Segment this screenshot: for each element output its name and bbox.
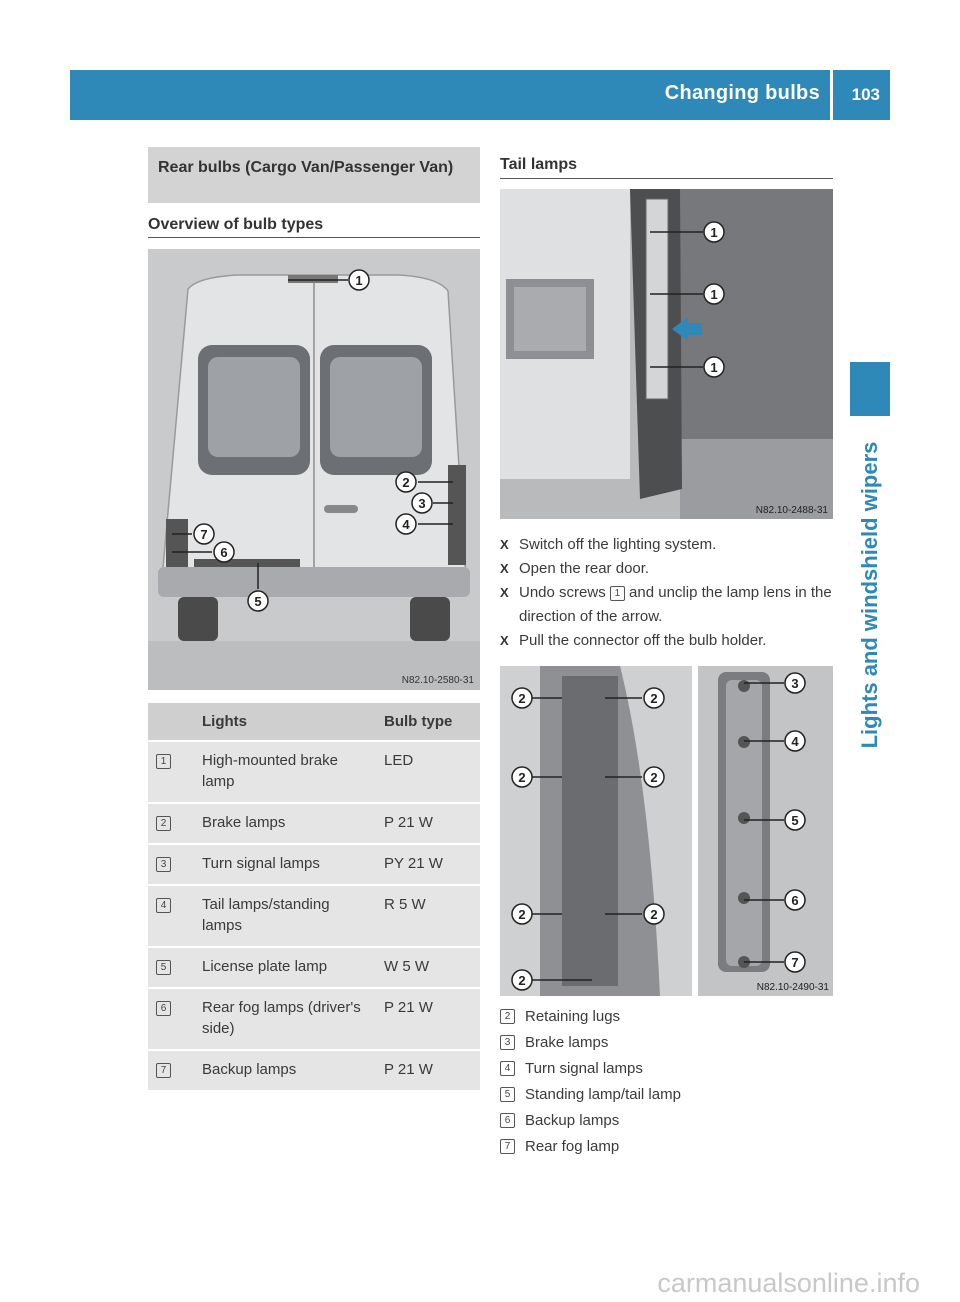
legend-text: Standing lamp/tail lamp (525, 1086, 681, 1103)
bulb-type: P 21 W (376, 988, 480, 1050)
legend-number: 6 (500, 1113, 515, 1128)
legend-number: 2 (500, 1009, 515, 1024)
callout-1: 1 (355, 273, 363, 288)
bulb-legend (500, 1004, 836, 1160)
side-tab-label: Lights and windshield wipers (857, 441, 882, 749)
legend-number: 7 (500, 1139, 515, 1154)
table-row (148, 741, 480, 803)
legend-text: Retaining lugs (525, 1008, 621, 1025)
callout-4: 4 (402, 517, 410, 532)
legend-text: Backup lamps (525, 1112, 620, 1129)
bulb-type: R 5 W (376, 885, 480, 947)
table-row (148, 988, 480, 1050)
list-item (500, 1108, 836, 1134)
step-text: Switch off the lighting system. (519, 536, 717, 553)
light-name: Brake lamps (194, 803, 376, 844)
table-row (148, 844, 480, 885)
callout-1: 1 (710, 225, 718, 240)
legend-text: Rear fog lamp (525, 1138, 620, 1155)
bulb-type: P 21 W (376, 1050, 480, 1091)
section-heading: Rear bulbs (Cargo Van/Passenger Van) (158, 159, 454, 176)
legend-number: 3 (500, 1035, 515, 1050)
table-row (148, 1050, 480, 1091)
callout-6: 6 (220, 545, 228, 560)
row-number: 4 (156, 898, 171, 913)
legend-number: 4 (500, 1061, 515, 1076)
figure-code-sockets: N82.10-2490-31 (756, 982, 829, 993)
bulb-type: LED (376, 741, 480, 803)
van-rear-photo (148, 249, 480, 690)
callout-2: 2 (518, 770, 526, 785)
callout-5: 5 (254, 594, 262, 609)
header-num (148, 703, 194, 741)
callout-2: 2 (650, 770, 658, 785)
page-number: 103 (851, 85, 880, 104)
legend-text: Turn signal lamps (525, 1060, 643, 1077)
legend-text: Brake lamps (525, 1034, 609, 1051)
step-item (500, 533, 836, 557)
light-name: Turn signal lamps (194, 844, 376, 885)
legend-number: 5 (500, 1087, 515, 1102)
step-callout: 1 (610, 586, 625, 601)
step-marker: X (500, 561, 509, 576)
callout-4: 4 (791, 734, 799, 749)
row-number: 1 (156, 754, 171, 769)
row-number: 6 (156, 1001, 171, 1016)
callout-5: 5 (791, 813, 799, 828)
step-marker: X (500, 585, 509, 600)
side-tab-marker (850, 362, 890, 416)
light-name: Tail lamps/standing lamps (194, 885, 376, 947)
callout-2: 2 (518, 907, 526, 922)
watermark-text: carmanualsonline.info (657, 1268, 920, 1298)
callout-2: 2 (518, 973, 526, 988)
list-item (500, 1004, 836, 1030)
tail-lamp-photo (500, 189, 833, 519)
table-row (148, 947, 480, 988)
light-name: Backup lamps (194, 1050, 376, 1091)
section-heading-box (148, 147, 480, 203)
light-name: High-mounted brake lamp (194, 741, 376, 803)
callout-6: 6 (791, 893, 799, 908)
figure-code-van: N82.10-2580-31 (401, 675, 474, 686)
callout-3: 3 (791, 676, 799, 691)
overview-rule (148, 237, 480, 238)
step-text-after: and unclip the lamp lens in the direction of the arrow. (519, 584, 832, 625)
overview-heading: Overview of bulb types (148, 216, 324, 233)
row-number: 5 (156, 960, 171, 975)
instruction-steps (500, 533, 836, 653)
section-title: Changing bulbs (664, 82, 820, 104)
light-name: License plate lamp (194, 947, 376, 988)
list-item (500, 1082, 836, 1108)
tail-lamps-heading: Tail lamps (500, 156, 578, 173)
callout-1: 1 (710, 287, 718, 302)
callout-2: 2 (402, 475, 410, 490)
bulb-types-table (148, 703, 480, 1092)
row-number: 2 (156, 816, 171, 831)
table-row (148, 885, 480, 947)
side-tab (850, 430, 890, 760)
bulb-type: W 5 W (376, 947, 480, 988)
bulb-type: PY 21 W (376, 844, 480, 885)
callout-7: 7 (200, 527, 208, 542)
step-text: Pull the connector off the bulb holder. (519, 632, 767, 649)
callout-2: 2 (518, 691, 526, 706)
tail-lamps-rule (500, 178, 833, 179)
bulb-holder-lugs-photo (500, 666, 692, 996)
step-marker: X (500, 633, 509, 648)
step-text: Open the rear door. (519, 560, 650, 577)
table-header-row (148, 703, 480, 741)
header-bulb-type: Bulb type (376, 703, 480, 741)
header-lights: Lights (194, 703, 376, 741)
callout-2: 2 (650, 691, 658, 706)
step-text-before: Undo screws (519, 584, 606, 601)
figure-code-tail-lamp: N82.10-2488-31 (755, 505, 828, 516)
list-item (500, 1134, 836, 1160)
bulb-holder-sockets-photo (698, 666, 833, 996)
light-name: Rear fog lamps (driver's side) (194, 988, 376, 1050)
callout-7: 7 (791, 955, 799, 970)
step-item (500, 629, 836, 653)
callout-3: 3 (418, 496, 426, 511)
row-number: 7 (156, 1063, 171, 1078)
step-marker: X (500, 537, 509, 552)
callout-2: 2 (650, 907, 658, 922)
page-header-bar (70, 70, 890, 120)
row-number: 3 (156, 857, 171, 872)
list-item (500, 1030, 836, 1056)
step-item (500, 557, 836, 581)
callout-1: 1 (710, 360, 718, 375)
table-row (148, 803, 480, 844)
step-item (500, 581, 836, 629)
list-item (500, 1056, 836, 1082)
header-divider (830, 70, 833, 120)
bulb-type: P 21 W (376, 803, 480, 844)
